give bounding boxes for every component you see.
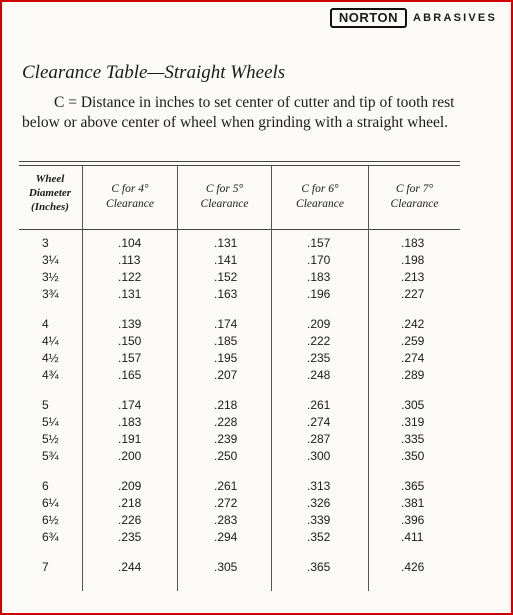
cell-clearance: .183 [401, 236, 425, 250]
cell-clearance: .272 [214, 496, 238, 510]
cell-clearance: .274 [401, 351, 425, 365]
cell-clearance: .250 [214, 449, 238, 463]
cell-clearance: .305 [401, 398, 425, 412]
cell-clearance: .183 [307, 270, 331, 284]
header-line: Wheel [35, 173, 65, 185]
cell-clearance: .150 [118, 334, 142, 348]
cell-clearance: .183 [118, 415, 142, 429]
row-group [2, 559, 513, 577]
cell-clearance: .227 [401, 287, 425, 301]
header-line: Clearance [390, 198, 439, 210]
cell-clearance: .396 [401, 513, 425, 527]
cell-clearance: .300 [307, 449, 331, 463]
cell-clearance: .157 [307, 236, 331, 250]
cell-clearance: .222 [307, 334, 331, 348]
header-c6 [272, 182, 368, 212]
cell-clearance: .218 [118, 496, 142, 510]
cell-diameter: 3½ [42, 270, 59, 284]
cell-clearance: .185 [214, 334, 238, 348]
brand-tagline: ABRASIVES [413, 12, 497, 24]
cell-clearance: .381 [401, 496, 425, 510]
cell-clearance: .365 [307, 560, 331, 574]
cell-clearance: .163 [214, 287, 238, 301]
table-top-rule-inner [19, 165, 460, 166]
cell-clearance: .426 [401, 560, 425, 574]
cell-clearance: .242 [401, 317, 425, 331]
cell-clearance: .200 [118, 449, 142, 463]
description: C = Distance in inches to set center of cutter and tip of tooth rest below or above center of wheel when grinding with a straight wheel. [22, 94, 455, 131]
table-row [2, 252, 513, 269]
cell-clearance: .350 [401, 449, 425, 463]
cell-clearance: .198 [401, 253, 425, 267]
cell-clearance: .191 [118, 432, 142, 446]
cell-clearance: .209 [118, 479, 142, 493]
cell-clearance: .152 [214, 270, 238, 284]
row-group [2, 397, 513, 478]
table-row [2, 414, 513, 431]
table-row [2, 286, 513, 303]
table-row [2, 512, 513, 529]
cell-clearance: .326 [307, 496, 331, 510]
cell-clearance: .209 [307, 317, 331, 331]
cell-diameter: 3¼ [42, 253, 59, 267]
cell-diameter: 4 [42, 317, 49, 331]
cell-clearance: .157 [118, 351, 142, 365]
header-line: C for 5° [205, 183, 244, 195]
cell-clearance: .207 [214, 368, 238, 382]
table-top-rule [19, 161, 460, 162]
clearance-table [2, 235, 513, 577]
row-group [2, 235, 513, 316]
cell-clearance: .335 [401, 432, 425, 446]
header-line: (Inches) [31, 201, 69, 213]
cell-clearance: .319 [401, 415, 425, 429]
table-row [2, 235, 513, 252]
cell-diameter: 5 [42, 398, 49, 412]
cell-clearance: .411 [401, 530, 424, 544]
cell-clearance: .352 [307, 530, 331, 544]
norton-logo: NORTON [330, 8, 407, 28]
cell-clearance: .289 [401, 368, 425, 382]
header-line: C for 4° [111, 183, 149, 195]
cell-clearance: .261 [214, 479, 238, 493]
table-row [2, 350, 513, 367]
cell-clearance: .131 [118, 287, 142, 301]
table-row [2, 367, 513, 384]
header-line: Diameter [28, 187, 72, 199]
header-line: C for 6° [301, 183, 339, 195]
cell-clearance: .170 [307, 253, 331, 267]
cell-clearance: .226 [118, 513, 142, 527]
cell-clearance: .365 [401, 479, 425, 493]
table-row [2, 397, 513, 414]
header-line: C for 7° [395, 183, 434, 195]
cell-clearance: .244 [118, 560, 142, 574]
cell-clearance: .213 [401, 270, 425, 284]
table-row [2, 316, 513, 333]
cell-clearance: .313 [307, 479, 331, 493]
cell-diameter: 7 [42, 560, 49, 574]
cell-diameter: 4½ [42, 351, 59, 365]
cell-clearance: .131 [214, 236, 238, 250]
cell-diameter: 5½ [42, 432, 59, 446]
header-line: Clearance [296, 198, 344, 210]
cell-diameter: 5¼ [42, 415, 59, 429]
cell-clearance: .122 [118, 270, 142, 284]
cell-diameter: 3 [42, 236, 49, 250]
cell-clearance: .294 [214, 530, 238, 544]
cell-clearance: .174 [214, 317, 238, 331]
table-row [2, 431, 513, 448]
cell-clearance: .139 [118, 317, 142, 331]
header-line: Clearance [106, 198, 154, 210]
cell-clearance: .235 [307, 351, 331, 365]
cell-diameter: 6 [42, 479, 49, 493]
cell-clearance: .113 [118, 253, 141, 267]
cell-diameter: 4¼ [42, 334, 59, 348]
cell-clearance: .195 [214, 351, 238, 365]
cell-diameter: 6½ [42, 513, 59, 527]
cell-clearance: .259 [401, 334, 425, 348]
table-row [2, 559, 513, 576]
cell-diameter: 3¾ [42, 287, 59, 301]
cell-clearance: .283 [214, 513, 238, 527]
cell-diameter: 5¾ [42, 449, 59, 463]
table-row [2, 448, 513, 465]
table-row [2, 529, 513, 546]
cell-clearance: .239 [214, 432, 238, 446]
header-c7 [369, 182, 460, 212]
cell-clearance: .196 [307, 287, 331, 301]
header-wheel-diameter [20, 172, 80, 214]
cell-clearance: .165 [118, 368, 142, 382]
cell-clearance: .174 [118, 398, 142, 412]
header-c4 [83, 182, 177, 212]
cell-diameter: 6¼ [42, 496, 59, 510]
cell-clearance: .274 [307, 415, 331, 429]
cell-clearance: .235 [118, 530, 142, 544]
cell-clearance: .339 [307, 513, 331, 527]
cell-clearance: .228 [214, 415, 238, 429]
cell-clearance: .261 [307, 398, 331, 412]
header-rule [19, 229, 460, 230]
row-group [2, 478, 513, 559]
table-row [2, 495, 513, 512]
table-row [2, 333, 513, 350]
header-line: Clearance [200, 198, 249, 210]
cell-clearance: .287 [307, 432, 331, 446]
cell-clearance: .305 [214, 560, 238, 574]
row-group [2, 316, 513, 397]
cell-diameter: 4¾ [42, 368, 59, 382]
cell-clearance: .248 [307, 368, 331, 382]
page-title: Clearance Table—Straight Wheels [22, 62, 286, 83]
cell-clearance: .104 [118, 236, 142, 250]
cell-diameter: 6¾ [42, 530, 59, 544]
cell-clearance: .141 [214, 253, 238, 267]
table-row [2, 478, 513, 495]
brand [330, 8, 497, 28]
header-c5 [178, 182, 271, 212]
table-row [2, 269, 513, 286]
cell-clearance: .218 [214, 398, 238, 412]
